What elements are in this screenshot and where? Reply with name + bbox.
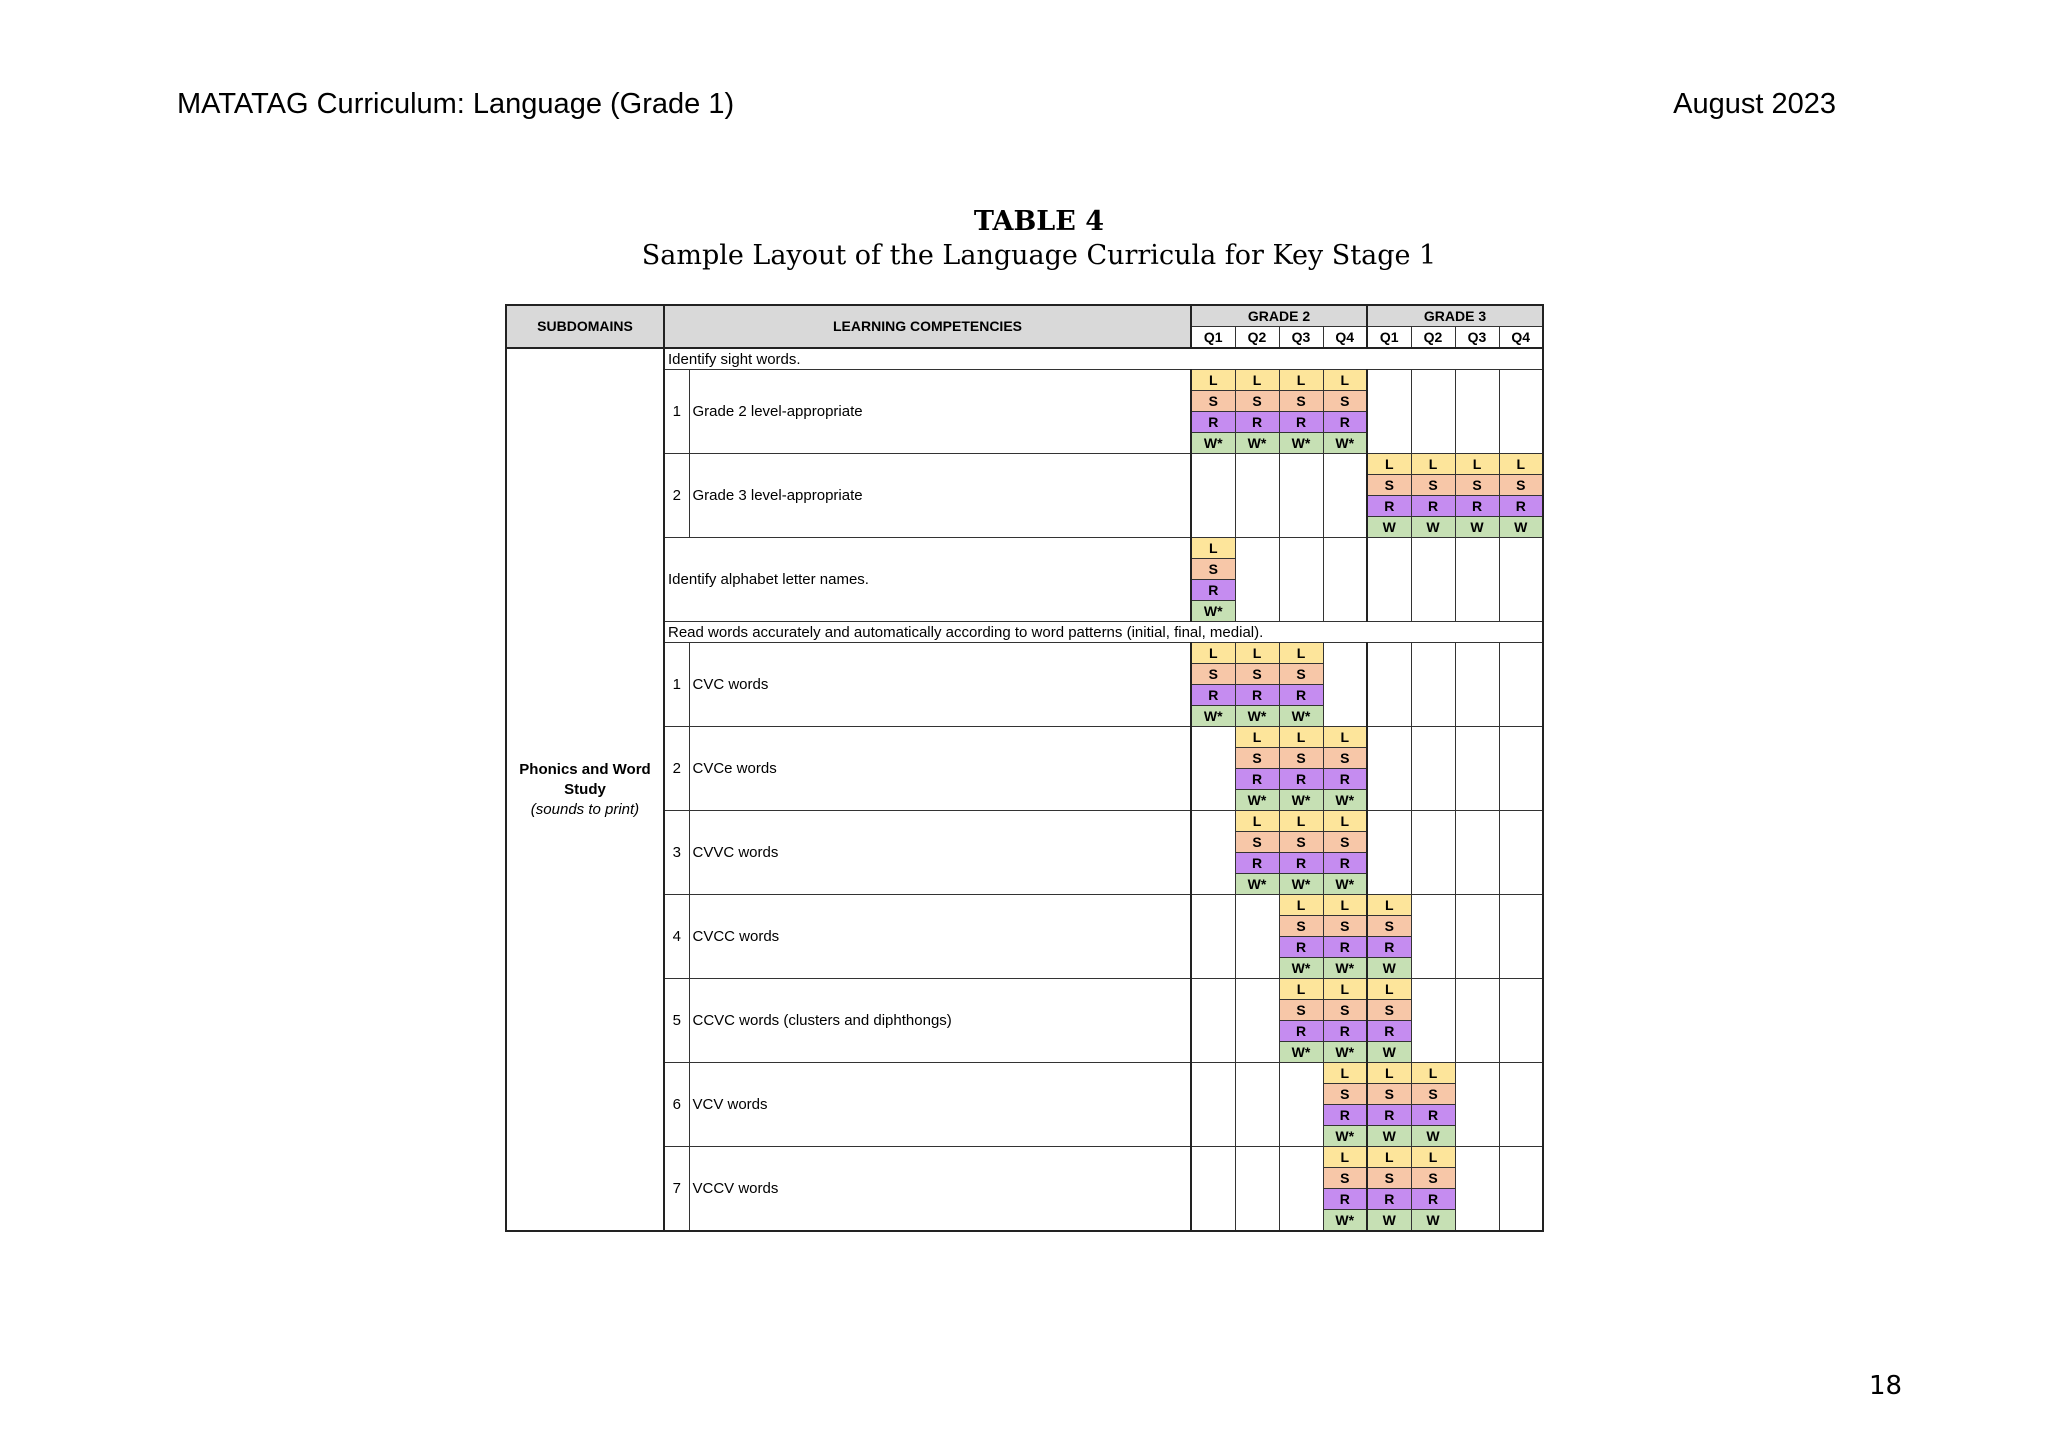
- skill-cell-r: R: [1235, 685, 1279, 706]
- skill-cell-l: L: [1235, 727, 1279, 748]
- quarter-header-g3-q4: Q4: [1499, 327, 1543, 349]
- skill-cell-s: S: [1455, 475, 1499, 496]
- skill-cell-w: W: [1411, 1126, 1455, 1147]
- item-number: 2: [664, 727, 689, 811]
- skill-cell-l: L: [1323, 895, 1367, 916]
- competency-label: CCVC words (clusters and diphthongs): [689, 979, 1191, 1063]
- quarter-header-g2-q2: Q2: [1235, 327, 1279, 349]
- skill-cell-l: L: [1367, 454, 1411, 475]
- skill-cell-s: S: [1411, 1084, 1455, 1105]
- competency-label: VCCV words: [689, 1147, 1191, 1232]
- skill-cell-l: L: [1235, 811, 1279, 832]
- skill-cell-w: W: [1367, 517, 1411, 538]
- item-number: 3: [664, 811, 689, 895]
- skill-cell-s: S: [1235, 391, 1279, 412]
- skill-cell-w: W*: [1235, 706, 1279, 727]
- skill-cell-s: S: [1191, 391, 1235, 412]
- item-number: 2: [664, 454, 689, 538]
- empty-cell: [1191, 811, 1235, 895]
- skill-cell-s: S: [1323, 916, 1367, 937]
- skill-cell-w: W*: [1279, 1042, 1323, 1063]
- skill-cell-s: S: [1235, 832, 1279, 853]
- skill-cell-w: W*: [1279, 874, 1323, 895]
- quarter-header-g2-q1: Q1: [1191, 327, 1235, 349]
- empty-cell: [1499, 727, 1543, 811]
- skill-cell-s: S: [1279, 748, 1323, 769]
- empty-cell: [1367, 811, 1411, 895]
- empty-cell: [1191, 727, 1235, 811]
- empty-cell: [1191, 1147, 1235, 1232]
- empty-cell: [1191, 979, 1235, 1063]
- quarter-header-g3-q1: Q1: [1367, 327, 1411, 349]
- empty-cell: [1499, 643, 1543, 727]
- empty-cell: [1455, 643, 1499, 727]
- skill-cell-w: W: [1411, 517, 1455, 538]
- skill-cell-s: S: [1323, 1084, 1367, 1105]
- skill-cell-w: W*: [1191, 706, 1235, 727]
- competency-heading-row: [506, 348, 1543, 370]
- skill-cell-w: W*: [1323, 874, 1367, 895]
- document-header-date: August 2023: [1673, 88, 1836, 120]
- skill-cell-r: R: [1455, 496, 1499, 517]
- empty-cell: [1367, 643, 1411, 727]
- empty-cell: [1279, 454, 1323, 538]
- skill-cell-l: L: [1367, 1147, 1411, 1168]
- skill-cell-s: S: [1279, 1000, 1323, 1021]
- skill-cell-r: R: [1367, 496, 1411, 517]
- skill-cell-w: W*: [1323, 1126, 1367, 1147]
- empty-cell: [1411, 979, 1455, 1063]
- subdomain-name-line2: Study: [564, 780, 606, 798]
- skill-cell-r: R: [1235, 769, 1279, 790]
- skill-cell-s: S: [1279, 664, 1323, 685]
- empty-cell: [1367, 538, 1411, 622]
- skill-cell-w: W: [1499, 517, 1543, 538]
- empty-cell: [1235, 979, 1279, 1063]
- skill-cell-s: S: [1235, 664, 1279, 685]
- skill-cell-r: R: [1323, 937, 1367, 958]
- skill-cell-w: W: [1367, 958, 1411, 979]
- skill-cell-r: R: [1367, 937, 1411, 958]
- skill-cell-r: R: [1323, 412, 1367, 433]
- empty-cell: [1323, 643, 1367, 727]
- skill-cell-s: S: [1279, 916, 1323, 937]
- empty-cell: [1499, 811, 1543, 895]
- competency-label: Grade 2 level-appropriate: [689, 370, 1191, 454]
- skill-cell-w: W*: [1323, 1210, 1367, 1232]
- skill-cell-s: S: [1367, 916, 1411, 937]
- skill-cell-r: R: [1411, 1105, 1455, 1126]
- empty-cell: [1499, 1063, 1543, 1147]
- empty-cell: [1323, 538, 1367, 622]
- empty-cell: [1323, 454, 1367, 538]
- empty-cell: [1455, 895, 1499, 979]
- quarter-header-g3-q3: Q3: [1455, 327, 1499, 349]
- empty-cell: [1499, 895, 1543, 979]
- empty-cell: [1411, 370, 1455, 454]
- competency-heading: Identify sight words.: [664, 348, 1543, 370]
- skill-cell-r: R: [1279, 412, 1323, 433]
- page-number: 18: [1869, 1371, 1903, 1401]
- skill-cell-l: L: [1191, 370, 1235, 391]
- skill-cell-l: L: [1367, 979, 1411, 1000]
- skill-cell-w: W*: [1323, 790, 1367, 811]
- skill-cell-r: R: [1191, 580, 1235, 601]
- empty-cell: [1455, 727, 1499, 811]
- empty-cell: [1191, 1063, 1235, 1147]
- skill-cell-w: W: [1411, 1210, 1455, 1232]
- skill-cell-r: R: [1279, 1021, 1323, 1042]
- skill-cell-w: W*: [1191, 433, 1235, 454]
- empty-cell: [1455, 811, 1499, 895]
- competency-label: CVVC words: [689, 811, 1191, 895]
- skill-cell-w: W*: [1279, 433, 1323, 454]
- empty-cell: [1279, 538, 1323, 622]
- subdomain-cell: [506, 348, 664, 1231]
- skill-cell-w: W*: [1279, 790, 1323, 811]
- empty-cell: [1411, 811, 1455, 895]
- skill-cell-l: L: [1367, 1063, 1411, 1084]
- empty-cell: [1235, 1063, 1279, 1147]
- empty-cell: [1235, 538, 1279, 622]
- skill-cell-s: S: [1367, 1000, 1411, 1021]
- empty-cell: [1367, 727, 1411, 811]
- skill-cell-w: W*: [1279, 706, 1323, 727]
- skill-cell-l: L: [1411, 454, 1455, 475]
- empty-cell: [1499, 979, 1543, 1063]
- skill-cell-s: S: [1323, 748, 1367, 769]
- skill-cell-r: R: [1367, 1021, 1411, 1042]
- item-number: 6: [664, 1063, 689, 1147]
- skill-cell-r: R: [1191, 685, 1235, 706]
- competency-label: CVC words: [689, 643, 1191, 727]
- subdomains-header: SUBDOMAINS: [506, 305, 664, 348]
- header-row-grades: [506, 305, 1543, 327]
- empty-cell: [1279, 1147, 1323, 1232]
- skill-cell-r: R: [1367, 1189, 1411, 1210]
- table-caption: Sample Layout of the Language Curricula for Key Stage 1: [641, 240, 1437, 271]
- empty-cell: [1191, 895, 1235, 979]
- skill-cell-s: S: [1191, 559, 1235, 580]
- document-header-title: MATATAG Curriculum: Language (Grade 1): [177, 88, 735, 120]
- item-number: 7: [664, 1147, 689, 1232]
- subdomain-name-line1: Phonics and Word: [519, 760, 651, 778]
- skill-cell-r: R: [1499, 496, 1543, 517]
- skill-cell-l: L: [1499, 454, 1543, 475]
- skill-cell-w: W: [1367, 1042, 1411, 1063]
- skill-cell-l: L: [1367, 895, 1411, 916]
- skill-cell-w: W*: [1191, 601, 1235, 622]
- skill-cell-l: L: [1323, 727, 1367, 748]
- empty-cell: [1455, 1147, 1499, 1232]
- grade-2-header: GRADE 2: [1191, 305, 1367, 327]
- skill-cell-l: L: [1323, 370, 1367, 391]
- competency-heading: Read words accurately and automatically according to word patterns (initial, final, medial).: [664, 622, 1543, 643]
- skill-cell-s: S: [1411, 475, 1455, 496]
- skill-cell-r: R: [1367, 1105, 1411, 1126]
- empty-cell: [1279, 1063, 1323, 1147]
- empty-cell: [1499, 538, 1543, 622]
- skill-cell-s: S: [1323, 391, 1367, 412]
- skill-cell-w: W*: [1323, 958, 1367, 979]
- empty-cell: [1411, 538, 1455, 622]
- skill-cell-s: S: [1367, 1084, 1411, 1105]
- item-number: 5: [664, 979, 689, 1063]
- skill-cell-r: R: [1235, 412, 1279, 433]
- empty-cell: [1455, 538, 1499, 622]
- skill-cell-s: S: [1279, 391, 1323, 412]
- skill-cell-r: R: [1191, 412, 1235, 433]
- subdomain-note: (sounds to print): [530, 800, 640, 818]
- skill-cell-w: W*: [1323, 433, 1367, 454]
- skill-cell-w: W*: [1235, 433, 1279, 454]
- competency-label: CVCe words: [689, 727, 1191, 811]
- skill-cell-s: S: [1323, 1168, 1367, 1189]
- learning-competencies-header: LEARNING COMPETENCIES: [664, 305, 1191, 348]
- skill-cell-s: S: [1323, 832, 1367, 853]
- skill-cell-l: L: [1191, 538, 1235, 559]
- skill-cell-r: R: [1279, 853, 1323, 874]
- skill-cell-w: W*: [1235, 790, 1279, 811]
- skill-cell-l: L: [1279, 979, 1323, 1000]
- quarter-header-g2-q3: Q3: [1279, 327, 1323, 349]
- empty-cell: [1411, 727, 1455, 811]
- skill-cell-l: L: [1279, 811, 1323, 832]
- skill-cell-l: L: [1411, 1147, 1455, 1168]
- skill-cell-s: S: [1191, 664, 1235, 685]
- skill-cell-l: L: [1279, 643, 1323, 664]
- skill-cell-l: L: [1191, 643, 1235, 664]
- item-number: 4: [664, 895, 689, 979]
- skill-cell-l: L: [1323, 1147, 1367, 1168]
- skill-cell-l: L: [1323, 811, 1367, 832]
- skill-cell-r: R: [1279, 685, 1323, 706]
- skill-cell-l: L: [1279, 370, 1323, 391]
- skill-cell-s: S: [1499, 475, 1543, 496]
- skill-cell-s: S: [1367, 475, 1411, 496]
- skill-cell-l: L: [1411, 1063, 1455, 1084]
- competency-label: VCV words: [689, 1063, 1191, 1147]
- skill-cell-r: R: [1323, 1105, 1367, 1126]
- skill-cell-l: L: [1323, 1063, 1367, 1084]
- grade-3-header: GRADE 3: [1367, 305, 1543, 327]
- competency-label: Identify alphabet letter names.: [664, 538, 1191, 622]
- empty-cell: [1367, 370, 1411, 454]
- skill-cell-r: R: [1323, 769, 1367, 790]
- skill-cell-r: R: [1279, 769, 1323, 790]
- empty-cell: [1235, 1147, 1279, 1232]
- empty-cell: [1499, 1147, 1543, 1232]
- competency-label: Grade 3 level-appropriate: [689, 454, 1191, 538]
- skill-cell-l: L: [1235, 643, 1279, 664]
- skill-cell-l: L: [1455, 454, 1499, 475]
- competency-label: CVCC words: [689, 895, 1191, 979]
- skill-cell-s: S: [1367, 1168, 1411, 1189]
- curriculum-table: [505, 304, 1544, 1232]
- skill-cell-r: R: [1323, 853, 1367, 874]
- skill-cell-w: W*: [1323, 1042, 1367, 1063]
- skill-cell-r: R: [1323, 1021, 1367, 1042]
- skill-cell-s: S: [1279, 832, 1323, 853]
- skill-cell-l: L: [1279, 895, 1323, 916]
- skill-cell-w: W: [1367, 1126, 1411, 1147]
- skill-cell-s: S: [1323, 1000, 1367, 1021]
- skill-cell-r: R: [1411, 496, 1455, 517]
- item-number: 1: [664, 643, 689, 727]
- empty-cell: [1411, 895, 1455, 979]
- quarter-header-g3-q2: Q2: [1411, 327, 1455, 349]
- skill-cell-r: R: [1279, 937, 1323, 958]
- skill-cell-l: L: [1323, 979, 1367, 1000]
- item-number: 1: [664, 370, 689, 454]
- skill-cell-w: W*: [1235, 874, 1279, 895]
- skill-cell-w: W*: [1279, 958, 1323, 979]
- skill-cell-r: R: [1235, 853, 1279, 874]
- quarter-header-g2-q4: Q4: [1323, 327, 1367, 349]
- skill-cell-s: S: [1235, 748, 1279, 769]
- empty-cell: [1191, 454, 1235, 538]
- skill-cell-w: W: [1455, 517, 1499, 538]
- empty-cell: [1455, 370, 1499, 454]
- skill-cell-r: R: [1323, 1189, 1367, 1210]
- skill-cell-w: W: [1367, 1210, 1411, 1232]
- empty-cell: [1411, 643, 1455, 727]
- empty-cell: [1455, 1063, 1499, 1147]
- skill-cell-l: L: [1279, 727, 1323, 748]
- empty-cell: [1455, 979, 1499, 1063]
- empty-cell: [1235, 895, 1279, 979]
- table-label: TABLE 4: [973, 206, 1105, 237]
- skill-cell-s: S: [1411, 1168, 1455, 1189]
- skill-cell-r: R: [1411, 1189, 1455, 1210]
- skill-cell-l: L: [1235, 370, 1279, 391]
- empty-cell: [1235, 454, 1279, 538]
- empty-cell: [1499, 370, 1543, 454]
